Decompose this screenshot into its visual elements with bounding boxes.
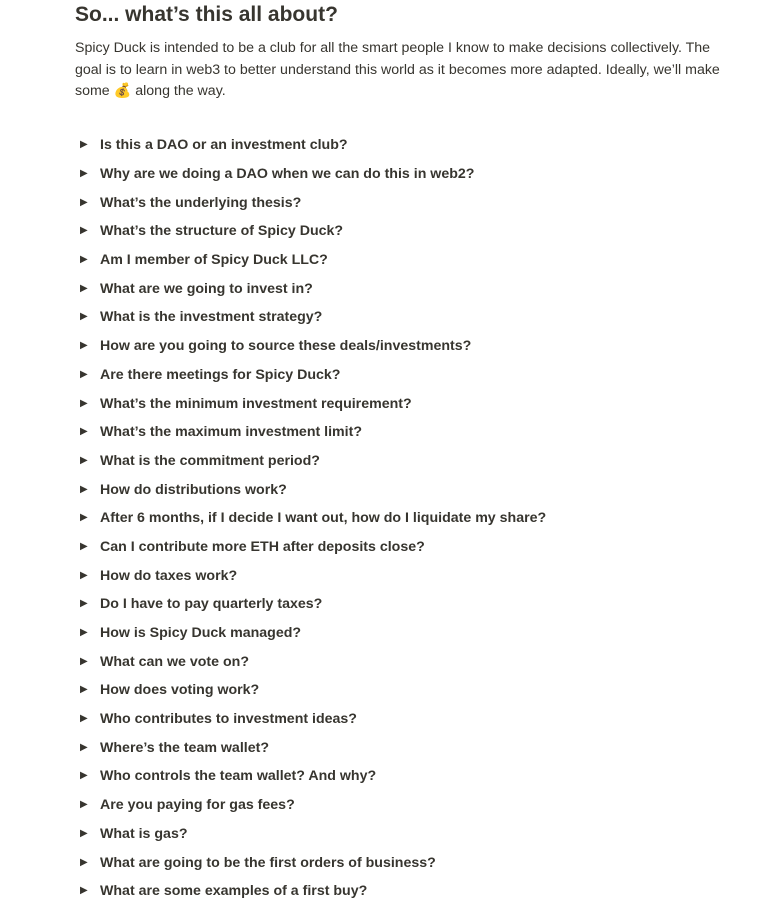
- triangle-right-icon[interactable]: ▶: [80, 512, 88, 524]
- faq-question: What’s the maximum investment limit?: [100, 424, 362, 441]
- intro-paragraph: Spicy Duck is intended to be a club for all the smart people I know to make decisions collectively. The goal is to learn in web3 to better understand this world as it becomes more adapted. Ideally, we’ll make some 💰 along the way.: [75, 40, 720, 99]
- faq-question: What are some examples of a first buy?: [100, 883, 368, 900]
- triangle-right-icon[interactable]: ▶: [80, 856, 88, 868]
- triangle-right-icon[interactable]: ▶: [80, 627, 88, 639]
- faq-question: Do I have to pay quarterly taxes?: [100, 596, 323, 613]
- faq-question: What can we vote on?: [100, 653, 249, 670]
- triangle-right-icon[interactable]: ▶: [80, 225, 88, 237]
- faq-toggle-item[interactable]: [75, 561, 715, 590]
- faq-toggle-item[interactable]: [75, 361, 715, 390]
- triangle-right-icon[interactable]: ▶: [80, 770, 88, 782]
- faq-question: Where’s the team wallet?: [100, 739, 269, 756]
- faq-question: Are you paying for gas fees?: [100, 797, 295, 814]
- triangle-right-icon[interactable]: ▶: [80, 282, 88, 294]
- triangle-right-icon[interactable]: ▶: [80, 254, 88, 266]
- triangle-right-icon[interactable]: ▶: [80, 885, 88, 897]
- faq-toggle-item[interactable]: [75, 504, 715, 533]
- faq-toggle-item[interactable]: [75, 389, 715, 418]
- faq-toggle-item[interactable]: [75, 791, 715, 820]
- faq-toggle-item[interactable]: [75, 590, 715, 619]
- faq-question: How does voting work?: [100, 682, 260, 699]
- triangle-right-icon[interactable]: ▶: [80, 741, 88, 753]
- faq-question: Can I contribute more ETH after deposits close?: [100, 538, 425, 555]
- faq-question: What are we going to invest in?: [100, 280, 313, 297]
- faq-question: How is Spicy Duck managed?: [100, 625, 302, 642]
- triangle-right-icon[interactable]: ▶: [80, 397, 88, 409]
- faq-question: What’s the underlying thesis?: [100, 194, 302, 211]
- triangle-right-icon[interactable]: ▶: [80, 196, 88, 208]
- faq-question: How do distributions work?: [100, 481, 287, 498]
- triangle-right-icon[interactable]: ▶: [80, 168, 88, 180]
- faq-toggle-item[interactable]: [75, 475, 715, 504]
- faq-question: Are there meetings for Spicy Duck?: [100, 366, 341, 383]
- faq-toggle-item[interactable]: [75, 820, 715, 849]
- faq-toggle-item[interactable]: [75, 418, 715, 447]
- triangle-right-icon[interactable]: ▶: [80, 540, 88, 552]
- triangle-right-icon[interactable]: ▶: [80, 139, 88, 151]
- faq-question: How do taxes work?: [100, 567, 238, 584]
- triangle-right-icon[interactable]: ▶: [80, 483, 88, 495]
- faq-question: Am I member of Spicy Duck LLC?: [100, 252, 328, 269]
- faq-question: Who contributes to investment ideas?: [100, 711, 357, 728]
- faq-question: What’s the structure of Spicy Duck?: [100, 223, 344, 240]
- triangle-right-icon[interactable]: ▶: [80, 340, 88, 352]
- faq-toggle-item[interactable]: [75, 676, 715, 705]
- faq-toggle-item[interactable]: [75, 762, 715, 791]
- faq-question: What is the investment strategy?: [100, 309, 323, 326]
- faq-question: How are you going to source these deals/investments?: [100, 338, 472, 355]
- page-title: So... what’s this all about?: [75, 3, 338, 26]
- faq-question: Why are we doing a DAO when we can do this in web2?: [100, 166, 475, 183]
- triangle-right-icon[interactable]: ▶: [80, 713, 88, 725]
- faq-toggle-item[interactable]: [75, 877, 715, 906]
- faq-toggle-item[interactable]: [75, 217, 715, 246]
- faq-toggle-item[interactable]: [75, 246, 715, 275]
- faq-question: What is the commitment period?: [100, 452, 320, 469]
- triangle-right-icon[interactable]: ▶: [80, 454, 88, 466]
- faq-toggle-item[interactable]: [75, 160, 715, 189]
- faq-question: What are going to be the first orders of business?: [100, 854, 436, 871]
- faq-toggle-item[interactable]: [75, 647, 715, 676]
- triangle-right-icon[interactable]: ▶: [80, 684, 88, 696]
- faq-toggle-item[interactable]: [75, 188, 715, 217]
- faq-toggle-item[interactable]: [75, 533, 715, 562]
- triangle-right-icon[interactable]: ▶: [80, 569, 88, 581]
- faq-question: After 6 months, if I decide I want out, how do I liquidate my share?: [100, 510, 547, 527]
- faq-toggle-item[interactable]: [75, 447, 715, 476]
- faq-question: What is gas?: [100, 825, 188, 842]
- triangle-right-icon[interactable]: ▶: [80, 426, 88, 438]
- faq-toggle-item[interactable]: [75, 848, 715, 877]
- faq-toggle-item[interactable]: [75, 619, 715, 648]
- triangle-right-icon[interactable]: ▶: [80, 598, 88, 610]
- faq-question: What’s the minimum investment requirement?: [100, 395, 412, 412]
- faq-question: Is this a DAO or an investment club?: [100, 137, 348, 154]
- triangle-right-icon[interactable]: ▶: [80, 655, 88, 667]
- faq-toggle-item[interactable]: [75, 303, 715, 332]
- faq-toggle-item[interactable]: [75, 705, 715, 734]
- triangle-right-icon[interactable]: ▶: [80, 799, 88, 811]
- faq-toggle-item[interactable]: [75, 131, 715, 160]
- triangle-right-icon[interactable]: ▶: [80, 827, 88, 839]
- faq-toggle-item[interactable]: [75, 274, 715, 303]
- faq-question: Who controls the team wallet? And why?: [100, 768, 377, 785]
- triangle-right-icon[interactable]: ▶: [80, 368, 88, 380]
- page-content: [75, 0, 735, 900]
- triangle-right-icon[interactable]: ▶: [80, 311, 88, 323]
- faq-toggle-item[interactable]: [75, 733, 715, 762]
- faq-toggle-list: [75, 131, 715, 906]
- faq-toggle-item[interactable]: [75, 332, 715, 361]
